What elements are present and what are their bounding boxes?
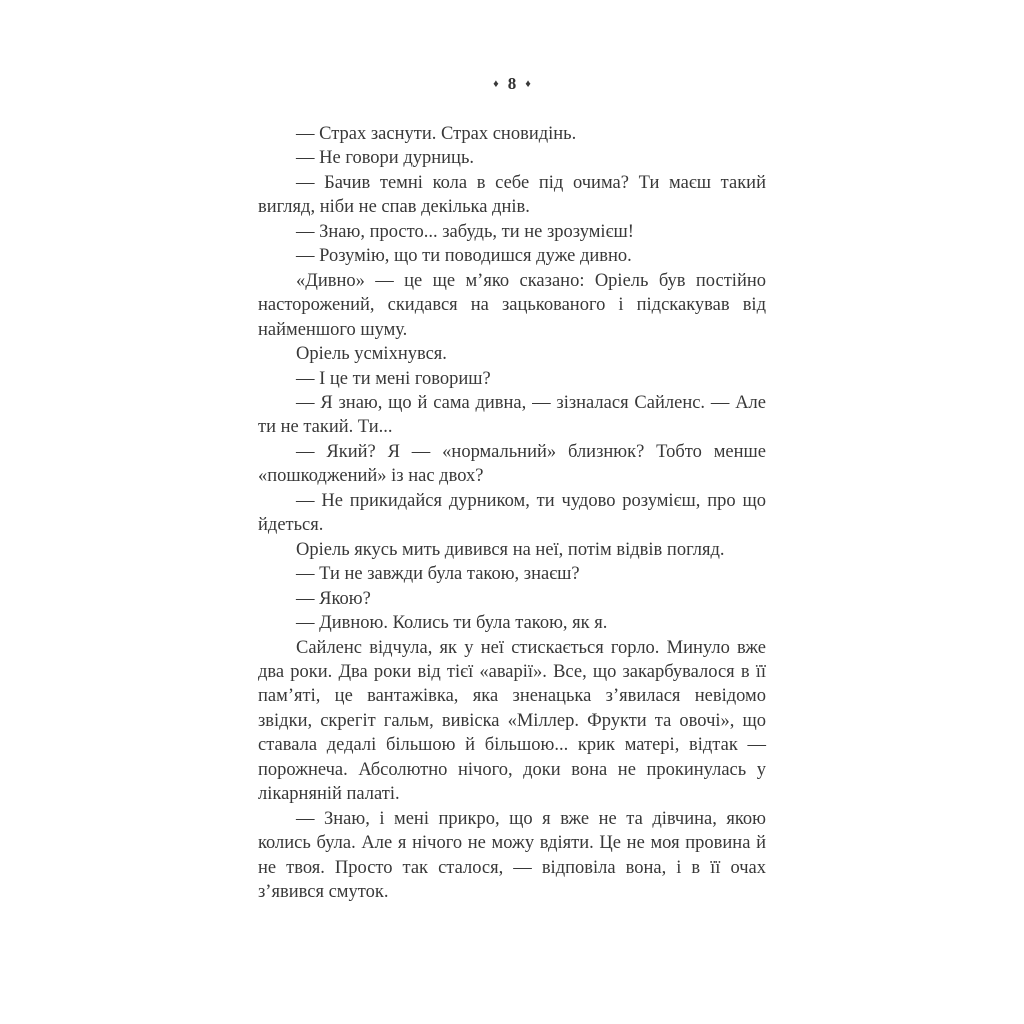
- paragraph: — Страх заснути. Страх сновидінь.: [296, 124, 577, 144]
- paragraph: — Знаю, просто... забудь, ти не зрозумієш!: [296, 221, 634, 242]
- paragraph: — Дивною. Колись ти була такою, як я.: [296, 613, 608, 634]
- paragraph: — Ти не завжди була такою, знаєш?: [296, 564, 580, 585]
- paragraph: — Бачив темні кола в себе під очима? Ти маєш такий вигляд, ніби не спав декілька днів.: [258, 172, 766, 218]
- paragraph: — Який? Я — «нормальний» близнюк? Тобто менше «пошкоджений» із нас двох?: [258, 441, 766, 487]
- page-header: [0, 0, 1024, 94]
- paragraph: — Не прикидайся дурником, ти чудово розумієш, про що йдеться.: [258, 490, 766, 536]
- paragraph: Сайленс відчула, як у неї стискається горло. Минуло вже два роки. Два роки від тієї «аварії». Все, що закарбувалося в її пам’яті, це вантажівка, яка зненацька з’явилася невідомо звідки, скрегіт гальм, вивіска «Міллер. Фрукти та овочі», що ставала дедалі більшою й більшою... крик матері, відтак — порожнеча. Абсолютно нічого, доки вона не прокинулась у лікарняній палаті.: [258, 637, 766, 805]
- paragraph: — Якою?: [296, 588, 371, 609]
- paragraph: — Знаю, і мені прикро, що я вже не та дівчина, якою колись була. Але я нічого не можу вдіяти. Це не моя провина й не твоя. Просто так сталося, — відповіла вона, і в її очах з’явився смуток.: [258, 808, 766, 903]
- body-text: [258, 122, 766, 905]
- diamond-ornament-left: ♦: [493, 78, 499, 90]
- paragraph: Оріель усміхнувся.: [296, 344, 447, 365]
- diamond-ornament-right: ♦: [525, 78, 531, 90]
- paragraph: «Дивно» — це ще м’яко сказано: Оріель був постійно насторожений, скидався на зацькованого і підскакував від найменшого шуму.: [258, 270, 766, 340]
- paragraph: — Я знаю, що й сама дивна, — зізналася Сайленс. — Але ти не такий. Ти...: [258, 392, 766, 438]
- paragraph: — Розумію, що ти поводишся дуже дивно.: [296, 246, 632, 267]
- paragraph: — Не говори дурниць.: [296, 148, 475, 169]
- paragraph: — І це ти мені говориш?: [296, 368, 491, 389]
- paragraph: Оріель якусь мить дивився на неї, потім відвів погляд.: [296, 539, 725, 560]
- page-number: 8: [507, 74, 517, 93]
